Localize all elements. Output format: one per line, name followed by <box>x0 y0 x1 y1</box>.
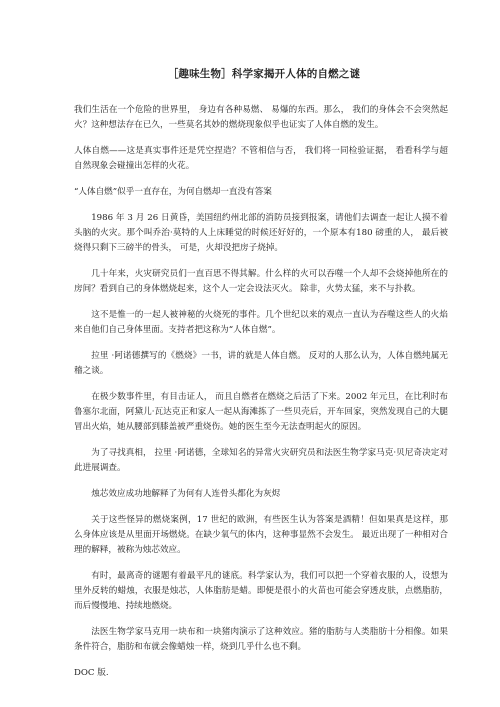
paragraph: 有时，最离奇的谜题有着最平凡的谜底。科学家认为，我们可以把一个穿着衣服的人，设想为里外反转的蜡烛，衣服是烛芯，人体脂肪是蜡。即便是很小的火苗也可能会穿透皮肤，点燃脂肪，而后慢慢地、持续地燃烧。 <box>74 571 448 611</box>
paragraph: 为了寻找真相， 拉里 ·阿诺德，全球知名的异常火灾研究员和法医生物学家马克·贝尼奇决定对此进展调查。 <box>74 448 448 473</box>
paragraph: 几十年来，火灾研究员们一直百思不得其解。什么样的火可以吞噬一个人却不会烧掉他所在的房间？看到自己的身体燃烧起来，这个人一定会设法灭火。 除非，火势太猛，来不与扑救。 <box>74 269 448 294</box>
document-footer: DOC 版. <box>74 668 109 678</box>
paragraph: 人体自燃——这是真实事件还是凭空捏造？不管相信与否， 我们将一同检验证据， 看看科学与超自然现象会碰撞出怎样的火花。 <box>74 146 448 171</box>
paragraph: 在极少数事件里，有目击证人， 而且自燃者在燃烧之后活了下来。2002 年元旦，在比利时布鲁塞尔北面，阿黛儿·瓦达克正和家人一起从海滩拣了一些贝壳后，开车回家，突然发现自己的大腿冒出火焰，她从腰部到膝盖被严重烧伤。她的医生至今无法查明起火的原因。 <box>74 392 448 432</box>
paragraph: 关于这些怪异的燃烧案例，17 世纪的欧洲，有些医生认为答案是酒精！但如果真是这样，那么身体应该是从里面开场燃烧。在缺少氧气的体内，这种事显然不会发生。 最近出现了一种相对合理的解释，被称为烛芯效应。 <box>74 515 448 555</box>
document-body <box>74 103 448 655</box>
paragraph: 我们生活在一个危险的世界里， 身边有各种易燃、 易爆的东西。那么， 我们的身体会不会突然起火？这种想法存在已久，一些莫名其妙的燃烧现象似乎也证实了人体自燃的发生。 <box>74 105 448 130</box>
paragraph: 1986 年 3 月 26 日黄昏，美国纽约州北部的消防员接到报案，请他们去调查一起让人摸不着头脑的火灾。那个叫乔治·莫特的人上床睡觉的时候还好好的，一个原本有180 磅重的人， 最后被烧得只剩下三磅半的骨头， 可是，火却没把房子烧掉。 <box>74 213 448 253</box>
paragraph: 这不是惟一的一起人被神秘的火烧死的事件。几个世纪以来的观点一直认为吞噬这些人的火焰来自他们自己身体里面。支持者把这称为“人体自燃”。 <box>74 310 448 335</box>
paragraph: 法医生物学家马克用一块布和一块猪肉演示了这种效应。猪的脂肪与人类脂肪十分相像。如果条件符合，脂肪和布就会像蜡烛一样，烧到几乎什么也不剩。 <box>74 627 448 652</box>
section-heading: 烛芯效应成功地解释了为何有人连骨头都化为灰烬 <box>91 489 281 499</box>
paragraph: 拉里 ·阿诺德撰写的《燃烧》一书，讲的就是人体自燃。 反对的人那么认为，人体自燃纯属无稽之谈。 <box>74 351 448 376</box>
page-title: ［趣味生物］科学家揭开人体的自燃之谜 <box>167 68 361 80</box>
section-heading: “人体自燃”似乎一直存在，为何自燃却一直没有答案 <box>74 187 272 197</box>
